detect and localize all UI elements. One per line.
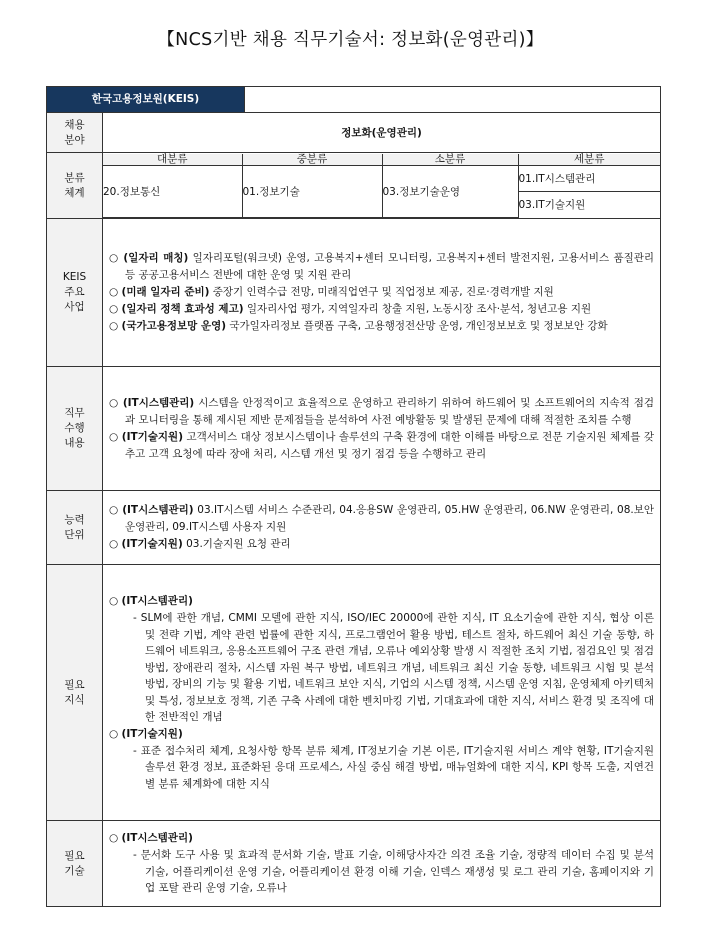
field-row — [47, 113, 661, 153]
keis-item: ○ (미래 일자리 준비) 중장기 인력수급 전망, 미래직업연구 및 직업정보 제공, 진로·경력개발 지원 — [109, 286, 554, 298]
unit-label: 능력 단위 — [47, 491, 103, 565]
skill-detail: - 문서화 도구 사용 및 효과적 문서화 기술, 발표 기술, 이해당사자간 의견 조율 기술, 정량적 데이터 수집 및 분석 기술, 어플리케이션 운영 기술, 어플리케이션 환경 이해 기술, 인덱스 재생성 및 로그 관리 기술, 홈페이지와 기업 포탈 관리 운영 기술, 오류나 — [133, 849, 654, 895]
duty-label: 직무 수행 내용 — [47, 367, 103, 491]
skill-row — [47, 821, 661, 907]
field-value: 정보화(운영관리) — [103, 113, 661, 153]
keis-row — [47, 219, 661, 367]
skill-label: 필요 기술 — [47, 821, 103, 907]
knowledge-content — [103, 565, 661, 821]
duty-content — [103, 367, 661, 491]
job-description-table — [46, 86, 661, 907]
keis-content — [103, 219, 661, 367]
knowledge-label: 필요 지식 — [47, 565, 103, 821]
classification-table — [103, 154, 660, 218]
class-header-detail: 세분류 — [518, 154, 660, 166]
classification-row — [47, 153, 661, 219]
class-label: 분류 체계 — [47, 153, 103, 219]
skill-content — [103, 821, 661, 907]
knowledge-item: ○ (IT기술지원) — [109, 727, 183, 740]
document-title: 【NCS기반 채용 직무기술서: 정보화(운영관리)】 — [157, 30, 544, 50]
duty-row — [47, 367, 661, 491]
class-detail-2: 03.IT기술지원 — [518, 191, 660, 217]
org-header-row — [47, 87, 661, 113]
class-header-minor: 소분류 — [382, 154, 518, 166]
knowledge-detail: - 표준 접수처리 체계, 요청사항 항목 분류 체계, IT정보기술 기본 이론, IT기술지원 서비스 계약 현황, IT기술지원 솔루션 환경 정보, 표준화된 응대 프로세스, 사실 중심 해결 방법, 매뉴얼화에 대한 지식, KPI 항목 도출, 지연건별 분류 체계화에 대한 지식 — [133, 744, 654, 790]
class-middle: 01.정보기술 — [242, 165, 382, 217]
keis-item: ○ (일자리 매칭) 일자리포털(워크넷) 운영, 고용복지+센터 모니터링, 고용복지+센터 발전지원, 고용서비스 품질관리 등 공공고용서비스 전반에 대한 운영 및 지원 관리 — [109, 252, 655, 281]
keis-label: KEIS 주요 사업 — [47, 219, 103, 367]
class-detail-1: 01.IT시스템관리 — [518, 165, 660, 191]
unit-item: ○ (IT기술지원) 03.기술지원 요청 관리 — [109, 538, 291, 550]
org-name: 한국고용정보원(KEIS) — [47, 87, 244, 112]
unit-content — [103, 491, 661, 565]
class-minor: 03.정보기술운영 — [382, 165, 518, 217]
knowledge-row — [47, 565, 661, 821]
class-header-middle: 중분류 — [242, 154, 382, 166]
duty-item: ○ (IT기술지원) 고객서비스 대상 정보시스템이나 솔루션의 구축 환경에 대한 이해를 바탕으로 전문 기술지원 체제를 갖추고 고객 요청에 따라 장애 처리, 시스템 개선 및 정기 점검 등을 수행하고 관리 — [109, 430, 654, 460]
unit-row — [47, 491, 661, 565]
class-major: 20.정보통신 — [103, 165, 242, 217]
skill-item: ○ (IT시스템관리) — [109, 832, 193, 845]
keis-item: ○ (일자리 정책 효과성 제고) 일자리사업 평가, 지역일자리 창출 지원, 노동시장 조사·분석, 청년고용 지원 — [109, 303, 592, 315]
knowledge-item: ○ (IT시스템관리) — [109, 595, 193, 607]
class-header-major: 대분류 — [103, 154, 242, 166]
keis-item: ○ (국가고용정보망 운영) 국가일자리정보 플랫폼 구축, 고용행정전산망 운영, 개인정보보호 및 정보보안 강화 — [109, 320, 608, 332]
field-label: 채용 분야 — [47, 113, 103, 153]
knowledge-detail: - SLM에 관한 개념, CMMI 모델에 관한 지식, ISO/IEC 20000에 관한 지식, IT 요소기술에 관한 지식, 협상 이론 및 전략 기법, 계약 관련 법률에 관한 지식, 프로그램언어 활용 방법, 테스트 절차, 하드웨어 최신 기술 동향, 하드웨어 네트워크, 응용소프트웨어 구조 관련 개념, 오류나 예외상황 발생 시 적절한 조치 기법, 점검요인 및 점검 방법, 장애관리 절차, 시스템 자원 복구 방법, 네트워크 개념, 네트워크 최신 기술 동향, 네트워크 시험 및 분석 방법, 장비의 기능 및 활용 기법, 네트워크 보안 지식, 기업의 시스템 정책, 시스템 운영 지침, 운영체제 아키텍처 및 특성, 정보보호 정책, 기존 구축 사례에 대한 벤치마킹 기법, 기대효과에 대한 지식, 서비스 환경 및 조직에 대한 전반적인 개념 — [133, 612, 654, 723]
duty-item: ○ (IT시스템관리) 시스템을 안정적이고 효율적으로 운영하고 관리하기 위하여 하드웨어 및 소프트웨어의 지속적 점검과 모니터링을 통해 제시된 제반 문제점들을 분석하여 사전 예방활동 및 발생된 문제에 대해 적절한 조치를 수행 — [109, 396, 654, 426]
unit-item: ○ (IT시스템관리) 03.IT시스템 서비스 수준관리, 04.응용SW 운영관리, 05.HW 운영관리, 06.NW 운영관리, 08.보안 운영관리, 09.IT시스템 사용자 지원 — [109, 504, 655, 533]
